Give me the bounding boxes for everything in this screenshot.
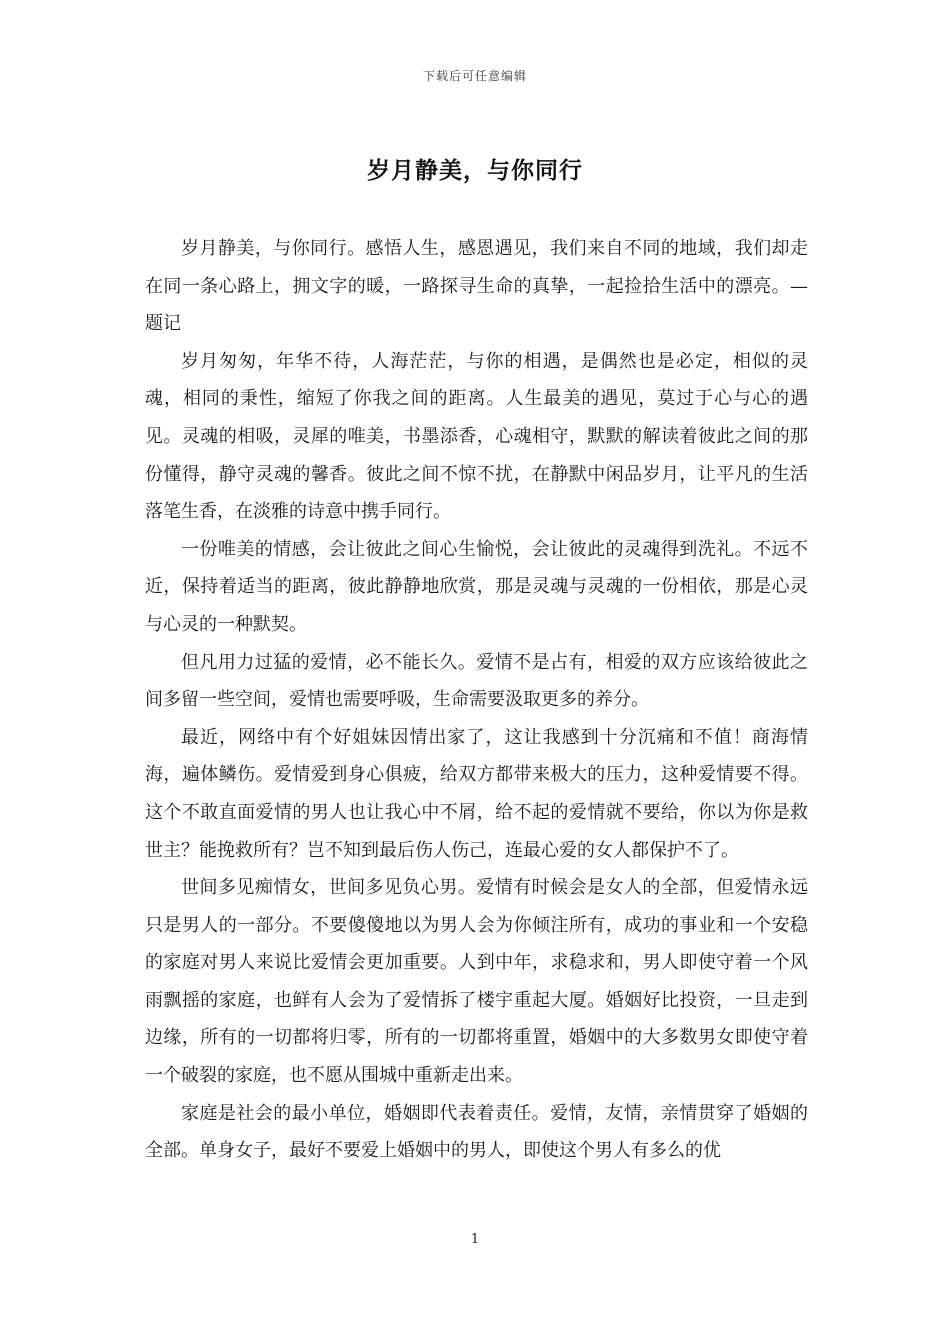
paragraph-1: 岁月静美，与你同行。感悟人生，感恩遇见，我们来自不同的地域，我们却走在同一条心路上，拥文字的暖，一路探寻生命的真挚，一起捡拾生活中的漂亮。—题记: [145, 238, 808, 335]
paragraph-6: 世间多见痴情女，世间多见负心男。爱情有时候会是女人的全部，但爱情永远只是男人的一部分。不要傻傻地以为男人会为你倾注所有，成功的事业和一个安稳的家庭对男人来说比爱情会更加重要。人到中年，求稳求和，男人即使守着一个风雨飘摇的家庭，也鲜有人会为了爱情拆了楼宇重起大厦。婚姻好比投资，一旦走到边缘，所有的一切都将归零，所有的一切都将重置，婚姻中的大多数男女即使守着一个破裂的家庭，也不愿从围城中重新走出来。: [145, 877, 808, 1087]
paragraph-4: 但凡用力过猛的爱情，必不能长久。爱情不是占有，相爱的双方应该给彼此之间多留一些空间，爱情也需要呼吸，生命需要汲取更多的养分。: [145, 651, 808, 711]
paragraph-2: 岁月匆匆，年华不待，人海茫茫，与你的相遇，是偶然也是必定，相似的灵魂，相同的秉性，缩短了你我之间的距离。人生最美的遇见，莫过于心与心的遇见。灵魂的相吸，灵犀的唯美，书墨添香，心魂相守，默默的解读着彼此之间的那份懂得，静守灵魂的馨香。彼此之间不惊不扰，在静默中闲品岁月，让平凡的生活落笔生香，在淡雅的诗意中携手同行。: [145, 350, 808, 523]
paragraph-5: 最近，网络中有个好姐妹因情出家了，这让我感到十分沉痛和不值！商海情海，遍体鳞伤。爱情爱到身心俱疲，给双方都带来极大的压力，这种爱情要不得。这个不敢直面爱情的男人也让我心中不屑，给不起的爱情就不要给，你以为你是救世主？能挽救所有？岂不知到最后伤人伤己，连最心爱的女人都保护不了。: [145, 726, 808, 861]
header-note: 下载后可任意编辑: [422, 69, 527, 83]
paragraph-7: 家庭是社会的最小单位，婚姻即代表着责任。爱情，友情，亲情贯穿了婚姻的全部。单身女子，最好不要爱上婚姻中的男人，即使这个男人有多么的优: [145, 1102, 808, 1162]
page-number: 1: [470, 1232, 480, 1247]
document-body: [145, 230, 808, 1170]
paragraph-3: 一份唯美的情感，会让彼此之间心生愉悦，会让彼此的灵魂得到洗礼。不远不近，保持着适当的距离，彼此静静地欣赏，那是灵魂与灵魂的一份相依，那是心灵与心灵的一种默契。: [145, 538, 808, 635]
document-title: 岁月静美，与你同行: [367, 157, 583, 184]
